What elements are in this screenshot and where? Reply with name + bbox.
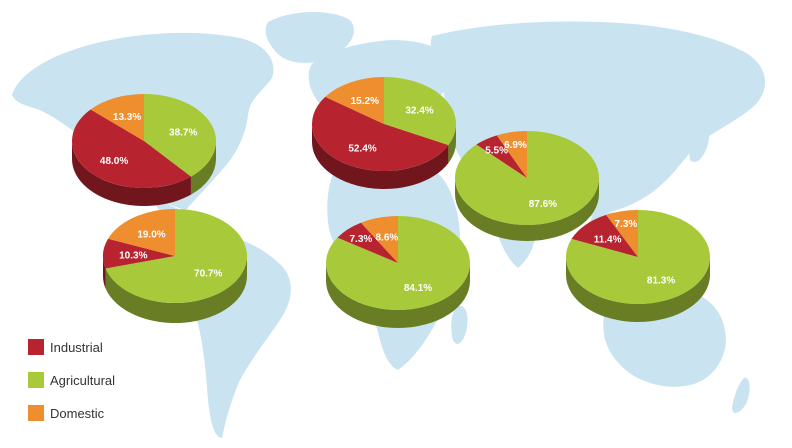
pie-chart-6 [566,210,710,322]
legend [28,336,188,432]
pie-2-label-domestic: 15.2% [350,95,379,107]
pie-chart-5 [326,216,470,328]
pie-chart-4 [103,209,247,323]
pie-3-label-agricultural: 87.6% [528,199,558,211]
pie-5-label-industrial: 7.3% [349,234,373,245]
pie-chart-3 [455,131,599,241]
pie-4-label-agricultural: 70.7% [194,268,223,280]
pie-chart-1 [72,94,216,206]
pie-3-label-industrial: 5.5% [485,145,508,157]
pie-1-label-industrial: 48.0% [99,156,129,167]
pie-3-label-domestic: 6.9% [504,140,527,151]
pie-chart-2 [312,77,456,189]
legend-swatch-domestic [28,405,44,421]
pie-2-label-industrial: 52.4% [348,143,377,155]
pie-1-label-domestic: 13.3% [112,112,142,124]
legend-label-agricultural: Agricultural [50,372,116,388]
pie-4-label-domestic: 19.0% [137,229,166,241]
pie-1-label-agricultural: 38.7% [169,127,198,139]
legend-label-domestic: Domestic [50,405,105,421]
legend-swatch-agricultural [28,372,44,388]
legend-swatch-industrial [28,339,44,355]
legend-label-industrial: Industrial [50,339,103,355]
pie-6-label-industrial: 11.4% [593,234,622,246]
legend-item-domestic [28,404,104,422]
pie-2-label-agricultural: 32.4% [405,105,434,117]
pie-6-label-domestic: 7.3% [614,219,638,231]
pie-4-label-industrial: 10.3% [119,250,148,262]
pie-5-label-agricultural: 84.1% [403,282,433,294]
legend-item-industrial [28,338,103,356]
pie-5-label-domestic: 8.6% [375,232,399,244]
pie-6-label-agricultural: 81.3% [646,275,676,287]
legend-item-agricultural [28,371,115,389]
